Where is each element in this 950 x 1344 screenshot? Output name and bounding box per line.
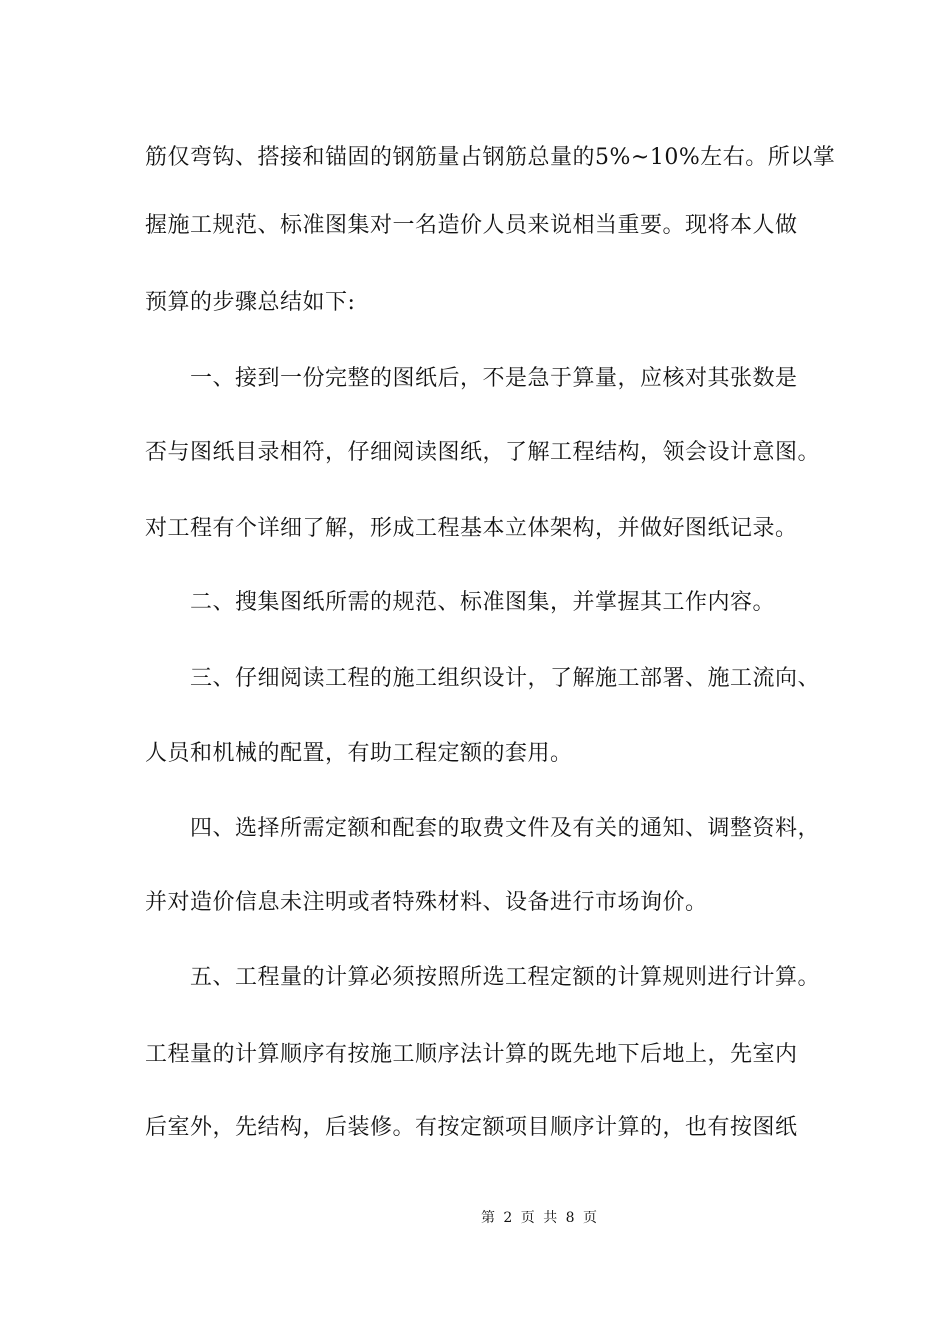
text-line-2: 握施工规范、标准图集对一名造价人员来说相当重要。现将本人做 — [145, 213, 798, 238]
text-line-5: 否与图纸目录相符，仔细阅读图纸，了解工程结构，领会设计意图。 — [145, 440, 821, 465]
text-line-12: 五、工程量的计算必须按照所选工程定额的计算规则进行计算。 — [190, 965, 821, 990]
text-line-6: 对工程有个详细了解，形成工程基本立体架构，并做好图纸记录。 — [145, 516, 798, 541]
text-line-4: 一、接到一份完整的图纸后，不是急于算量，应核对其张数是 — [190, 366, 798, 391]
text-line-9: 人员和机械的配置，有助工程定额的套用。 — [145, 741, 573, 766]
page-number-footer: 第 2 页 共 8 页 — [480, 1210, 600, 1226]
text-line-7: 二、搜集图纸所需的规范、标准图集，并掌握其工作内容。 — [190, 590, 776, 615]
text-line-8: 三、仔细阅读工程的施工组织设计，了解施工部署、施工流向、 — [190, 666, 821, 691]
text-line-13: 工程量的计算顺序有按施工顺序法计算的既先地下后地上，先室内 — [145, 1042, 798, 1067]
text-line-1: 筋仅弯钩、搭接和锚固的钢筋量占钢筋总量的5%~10%左右。所以掌 — [145, 145, 836, 170]
text-line-10: 四、选择所需定额和配套的取费文件及有关的通知、调整资料， — [190, 816, 821, 841]
text-line-3: 预算的步骤总结如下: — [145, 290, 356, 315]
text-line-14: 后室外，先结构，后装修。有按定额项目顺序计算的，也有按图纸 — [145, 1115, 798, 1140]
text-line-11: 并对造价信息未注明或者特殊材料、设备进行市场询价。 — [145, 890, 708, 915]
